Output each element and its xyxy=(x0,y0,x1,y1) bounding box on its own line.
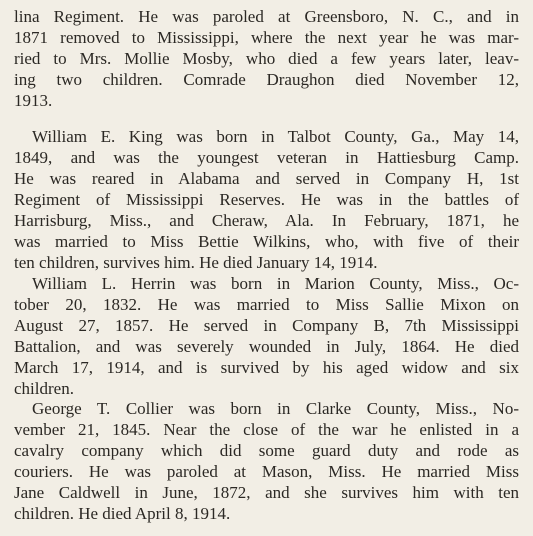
text-line: Battalion, and was severely wounded in July, 1864. He died xyxy=(14,337,519,356)
text-line: He was reared in Alabama and served in Company H, 1st xyxy=(14,169,519,188)
text-line: August 27, 1857. He served in Company B, 7th Mississippi xyxy=(14,316,519,335)
text-line: ten children, survives him. He died January 14, 1914. xyxy=(14,253,378,272)
text-line: children. He died April 8, 1914. xyxy=(14,504,231,523)
text-line: 1871 removed to Mississippi, where the next year he was mar- xyxy=(14,28,519,47)
text-line: 1849, and was the youngest veteran in Hattiesburg Camp. xyxy=(14,148,519,167)
text-line: Jane Caldwell in June, 1872, and she survives him with ten xyxy=(14,483,519,502)
paragraph-collier-obituary xyxy=(0,398,533,524)
text-line: cavalry company which did some guard duty and rode as xyxy=(14,441,519,460)
paragraph-king-obituary xyxy=(0,126,533,273)
text-line: children. xyxy=(14,379,74,398)
text-line: Harrisburg, Miss., and Cheraw, Ala. In February, 1871, he xyxy=(14,211,519,230)
text-line: ried to Mrs. Mollie Mosby, who died a few years later, leav- xyxy=(14,49,519,68)
text-line: March 17, 1914, and is survived by his aged widow and six xyxy=(14,358,519,377)
text-line: 1913. xyxy=(14,91,53,110)
text-line: was married to Miss Bettie Wilkins, who, with five of their xyxy=(14,232,519,251)
text-line: couriers. He was paroled at Mason, Miss. He married Miss xyxy=(14,462,519,481)
paragraph-draughon-obituary xyxy=(0,6,533,111)
text-line: William L. Herrin was born in Marion County, Miss., Oc- xyxy=(32,274,519,293)
text-line: William E. King was born in Talbot County, Ga., May 14, xyxy=(32,127,519,146)
text-line: lina Regiment. He was paroled at Greensboro, N. C., and in xyxy=(14,7,519,26)
text-line: Regiment of Mississippi Reserves. He was in the battles of xyxy=(14,190,519,209)
text-line: tober 20, 1832. He was married to Miss Sallie Mixon on xyxy=(14,295,519,314)
text-line: vember 21, 1845. Near the close of the war he enlisted in a xyxy=(14,420,519,439)
text-line: George T. Collier was born in Clarke County, Miss., No- xyxy=(32,399,519,418)
paragraph-herrin-obituary xyxy=(0,273,533,399)
text-line: ing two children. Comrade Draughon died November 12, xyxy=(14,70,519,89)
